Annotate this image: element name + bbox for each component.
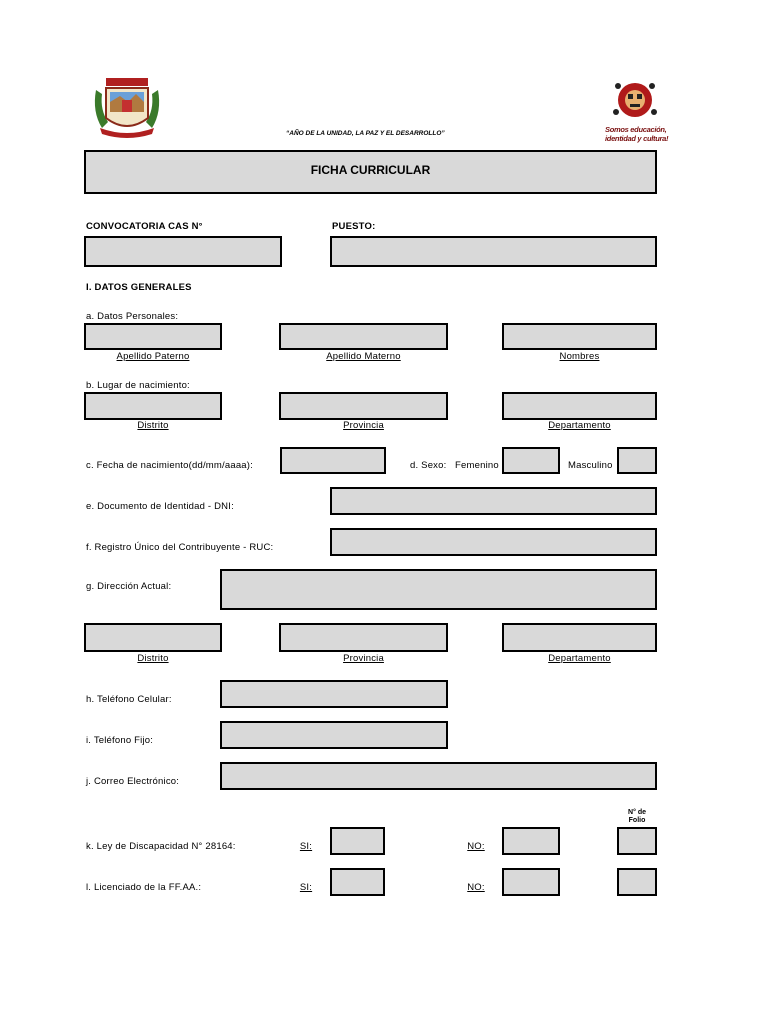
convocatoria-label: CONVOCATORIA CAS N° [86,221,203,232]
licenciado-folio-field[interactable] [617,868,657,896]
nacimiento-departamento-field[interactable] [502,392,657,420]
convocatoria-field[interactable] [84,236,282,267]
education-culture-logo [610,80,660,122]
fecha-nacimiento-label: c. Fecha de nacimiento(dd/mm/aaaa): [86,460,253,471]
direccion-field[interactable] [220,569,657,610]
discapacidad-si-label: SI: [299,841,313,852]
direccion-distrito-field[interactable] [84,623,222,652]
apellido-paterno-caption: Apellido Paterno [116,351,190,362]
datos-personales-label: a. Datos Personales: [86,311,179,322]
nombres-field[interactable] [502,323,657,350]
nacimiento-distrito-field[interactable] [84,392,222,420]
discapacidad-si-field[interactable] [330,827,385,855]
direccion-provincia-field[interactable] [279,623,448,652]
ruc-field[interactable] [330,528,657,556]
nombres-caption: Nombres [559,351,600,362]
sexo-label: d. Sexo: [410,460,447,471]
regional-crest-logo [92,72,162,140]
nacimiento-provincia-field[interactable] [279,392,448,420]
logo-slogan-line2: identidad y cultura! [605,134,669,143]
folio-header-line1: N° de [628,809,646,816]
apellido-materno-caption: Apellido Materno [326,351,401,362]
direccion-departamento-field[interactable] [502,623,657,652]
direccion-label: g. Dirección Actual: [86,581,172,592]
year-motto: “AÑO DE LA UNIDAD, LA PAZ Y EL DESARROLLO” [286,130,445,137]
lugar-nacimiento-label: b. Lugar de nacimiento: [86,380,190,391]
puesto-label: PUESTO: [332,221,376,232]
femenino-field[interactable] [502,447,560,474]
direccion-departamento-caption: Departamento [548,653,611,664]
licenciado-si-label: SI: [299,882,313,893]
discapacidad-no-field[interactable] [502,827,560,855]
nacimiento-departamento-caption: Departamento [548,420,611,431]
telefono-celular-field[interactable] [220,680,448,708]
dni-field[interactable] [330,487,657,515]
telefono-fijo-label: i. Teléfono Fijo: [86,735,154,746]
discapacidad-no-label: NO: [467,841,485,852]
section-datos-generales: I. DATOS GENERALES [86,282,192,293]
licenciado-si-field[interactable] [330,868,385,896]
telefono-fijo-field[interactable] [220,721,448,749]
form-title: FICHA CURRICULAR [310,163,431,177]
dni-label: e. Documento de Identidad - DNI: [86,501,234,512]
folio-header-line2: Folio [628,817,646,824]
direccion-distrito-caption: Distrito [137,653,169,664]
masculino-label: Masculino [568,460,613,471]
licenciado-label: l. Licenciado de la FF.AA.: [86,882,202,893]
nacimiento-distrito-caption: Distrito [137,420,169,431]
masculino-field[interactable] [617,447,657,474]
direccion-provincia-caption: Provincia [343,653,384,664]
puesto-field[interactable] [330,236,657,267]
correo-label: j. Correo Electrónico: [86,776,180,787]
telefono-celular-label: h. Teléfono Celular: [86,694,172,705]
apellido-paterno-field[interactable] [84,323,222,350]
apellido-materno-field[interactable] [279,323,448,350]
logo-slogan-line1: Somos educación, [605,125,667,134]
discapacidad-folio-field[interactable] [617,827,657,855]
correo-field[interactable] [220,762,657,790]
nacimiento-provincia-caption: Provincia [343,420,384,431]
licenciado-no-field[interactable] [502,868,560,896]
femenino-label: Femenino [455,460,499,471]
ruc-label: f. Registro Único del Contribuyente - RUC: [86,542,274,553]
licenciado-no-label: NO: [467,882,485,893]
discapacidad-label: k. Ley de Discapacidad N° 28164: [86,841,236,852]
fecha-nacimiento-field[interactable] [280,447,386,474]
